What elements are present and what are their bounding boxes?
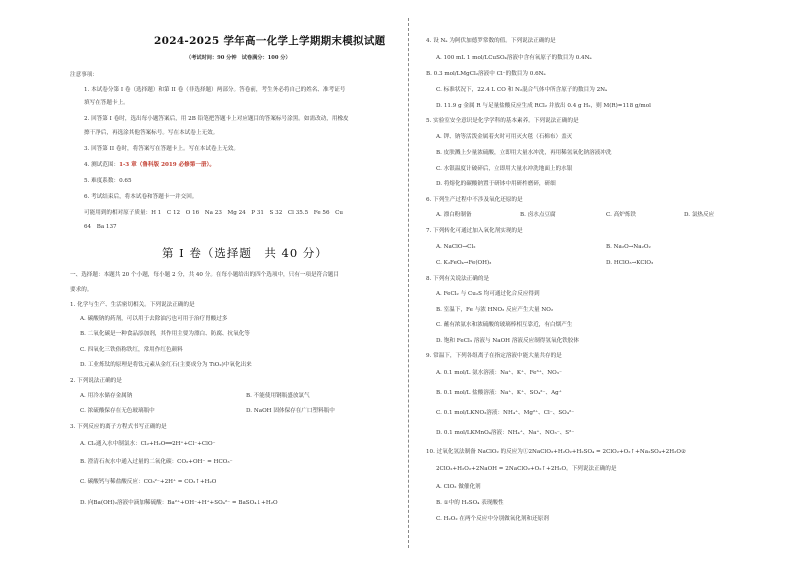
notes-header: 注意事项： bbox=[70, 72, 98, 78]
question-option: A. 钾、钠等活泼金属着火时可用灭火毯（石棉布）盖灭 bbox=[436, 134, 573, 140]
question-option: A. 100 mL 1 mol/LCuSO₄溶液中含有氧原子的数目为 0.4Nₐ bbox=[436, 55, 592, 61]
question-option: C. 水银温度计破碎后，立即用大量水冲洗地面上的水银 bbox=[436, 166, 573, 172]
question-stem: 9. 常温下，下列各组离子在指定溶液中能大量共存的是 bbox=[426, 353, 562, 359]
question-option: B. 皮肤溅上少量浓硫酸，立即用大量水冲洗，再用稀氢氧化钠溶液冲洗 bbox=[436, 150, 612, 156]
question-option: B. 澄清石灰水中通入过量的二氧化碳：CO₂+OH⁻ = HCO₃⁻ bbox=[80, 459, 233, 465]
question-option: D. 0.1 mol/LKMnO₄溶液：NH₄⁺、Na⁺、NO₃⁻、S²⁻ bbox=[436, 430, 575, 436]
atomic-mass-line: 可能用到的相对原子质量：H 1 C 12 O 16 Na 23 Mg 24 P 31 S 32 Cl 35.5 Fe 56 Cu bbox=[84, 210, 344, 216]
question-option: B. 二氧化碳是一种食品添加剂，其作用主要为漂白、防腐、抗氧化等 bbox=[80, 331, 250, 337]
question-option: B. 0.1 mol/L 盐酸溶液：Na⁺、K⁺、SO₄²⁻、Ag⁺ bbox=[436, 390, 562, 396]
question-option: D. 饱和 FeCl₃ 溶液与 NaOH 溶液反应制得氢氧化铁胶体 bbox=[436, 338, 579, 344]
question-stem: 3. 下列反应的离子方程式书写正确的是 bbox=[70, 424, 167, 430]
atomic-mass-line: 64 Ba 137 bbox=[84, 224, 117, 230]
question-option: C. K₂FeO₄→Fe(OH)₃ bbox=[436, 260, 492, 266]
column-divider bbox=[408, 18, 409, 548]
question-option: B. 0.3 mol/LMgCl₂溶液中 Cl⁻的数目为 0.6Nₐ bbox=[426, 71, 546, 77]
section-intro: 要求的。 bbox=[70, 287, 93, 293]
question-option: A. 碳酸钠的药剂，可以用于去除油污也可用于治疗胃酸过多 bbox=[80, 316, 228, 322]
question-option: D. 氯热反应 bbox=[684, 212, 715, 218]
question-option: C. 标准状况下，22.4 L CO 和 N₂混合气体中所含原子的数目为 2Nₐ bbox=[436, 87, 608, 93]
scope-label: 4. 测试范围： bbox=[84, 162, 120, 168]
question-option: A. 用冷水储存金属钠 bbox=[80, 393, 133, 399]
note-line: 3. 回答第 II 卷时，将答案写在答题卡上。写在本试卷上无效。 bbox=[84, 146, 239, 152]
note-line: 擦干净后，再选涂其他答案标号。写在本试卷上无效。 bbox=[84, 130, 219, 136]
question-option: D. 11.9 g 金属 R 与足量盐酸反应生成 RCl₂ 并放出 0.4 g H₂，则 M(R)=118 g/mol bbox=[436, 103, 651, 109]
question-stem: 7. 下列转化可通过加入氧化剂实现的是 bbox=[426, 228, 523, 234]
question-option: B. 室温下，Fe 与浓 HNO₃ 反应产生大量 NO₂ bbox=[436, 307, 554, 313]
note-line: 填写在答题卡上。 bbox=[84, 100, 129, 106]
question-option: D. NaOH 固体保存在广口塑料瓶中 bbox=[246, 408, 335, 414]
question-option: A. NaClO→Cl₂ bbox=[436, 244, 476, 250]
question-stem: 5. 实验室安全意识是化学学科的基本素养。下列说法正确的是 bbox=[426, 118, 579, 124]
question-option: C. 高炉炼铁 bbox=[606, 212, 637, 218]
question-option: C. 浓硫酸保存在无色玻璃瓶中 bbox=[80, 408, 155, 414]
question-stem: 4. 设 Nₐ 为阿伏加德罗常数的值。下列说法正确的是 bbox=[426, 38, 556, 44]
question-option: A. 0.1 mol/L 氨水溶液：Na⁺、K⁺、Fe³⁺、NO₃⁻ bbox=[436, 370, 562, 376]
note-line: 5. 难度系数：0.65 bbox=[84, 178, 132, 184]
question-option: D. 将熔化的碳酸钠置于研钵中用研杵磨碎，研细 bbox=[436, 181, 556, 187]
question-option: C. 0.1 mol/LKNO₃溶液：NH₄⁺、Mg²⁺、Cl⁻、SO₄²⁻ bbox=[436, 410, 575, 416]
question-stem-continued: 2ClO₂+H₂O₂+2NaOH = 2NaClO₂+O₂↑+2H₂O。下列说法正确的是 bbox=[436, 466, 617, 472]
note-line: 2. 回答第 I 卷时，选出每小题答案后，用 2B 铅笔把答题卡上对应题目的答案标号涂黑。如需改动，用橡皮 bbox=[84, 116, 349, 122]
note-line: 6. 考试结束后，将本试卷和答题卡一并交回。 bbox=[84, 194, 198, 200]
question-option: D. HClO₃→KClO₃ bbox=[606, 260, 654, 266]
section-title: 第 I 卷（选择题 共 40 分） bbox=[162, 246, 328, 260]
question-option: A. ClO₂ 做催化剂 bbox=[436, 484, 481, 490]
question-stem: 2. 下列说法正确的是 bbox=[70, 378, 122, 384]
question-option: B. 不能使用钢瓶盛放氯气 bbox=[246, 393, 310, 399]
question-stem: 6. 下列生产过程中不涉及氧化还原的是 bbox=[426, 197, 523, 203]
question-option: A. Cl₂通入水中制氯水：Cl₂+H₂O══2H⁺+Cl⁻+ClO⁻ bbox=[80, 441, 216, 447]
question-option: C. 碳酸钙与稀盐酸反应：CO₃²⁻+2H⁺ = CO₂↑+H₂O bbox=[80, 479, 217, 485]
question-stem: 8. 下列有关说法正确的是 bbox=[426, 276, 490, 282]
question-option: C. H₂O₂ 在两个反应中分别做氧化剂和还原剂 bbox=[436, 516, 549, 522]
question-stem: 10. 过氧化氢法制备 NaClO₂ 的反应为①2NaClO₃+H₂O₂+H₂SO₄ = 2ClO₂+O₂↑+Na₂SO₄+2H₂O② bbox=[426, 449, 686, 455]
question-option: C. 蘸有浓氨水和浓硫酸的玻璃棒相互靠近，有白烟产生 bbox=[436, 322, 573, 328]
exam-subtitle: （考试时间：90 分钟 试卷满分：100 分） bbox=[186, 55, 291, 61]
question-option: A. FeCl₂ 与 Cu₂S 均可通过化合反应得到 bbox=[436, 291, 540, 297]
section-intro: 一、选择题：本题共 20 个小题，每小题 2 分，共 40 分。在每小题给出的四个选项中，只有一项是符合题目 bbox=[70, 272, 339, 278]
question-option: A. 漂白粉制备 bbox=[436, 212, 472, 218]
exam-title: 2024-2025 学年高一化学上学期期末模拟试题 bbox=[154, 35, 386, 47]
question-option: D. 向Ba(OH)₂溶液中滴加稀硫酸：Ba²⁺+OH⁻+H⁺+SO₄²⁻ = BaSO₄↓+H₂O bbox=[80, 500, 278, 506]
scope-highlight: 1-3 章（鲁科版 2019 必修第一册）。 bbox=[119, 162, 215, 168]
note-line: 1. 本试卷分第 I 卷（选择题）和第 II 卷（非选择题）两部分。答卷前，考生务必将自己的姓名、准考证号 bbox=[84, 87, 346, 93]
question-option: B. 卤水点豆腐 bbox=[520, 212, 556, 218]
note-line bbox=[84, 162, 215, 169]
question-option: D. 工业炼钛的原理是将钛元素从金红石(主要成分为 TiO₂)中氧化出来 bbox=[80, 362, 252, 368]
question-stem: 1. 化学与生产、生活密切相关。下列说法正确的是 bbox=[70, 302, 195, 308]
question-option: C. 四氧化三铁俗称铁红，常用作红色颜料 bbox=[80, 347, 183, 353]
question-option: B. ①中的 H₂SO₄ 表现酸性 bbox=[436, 500, 504, 506]
question-option: B. Na₂O→Na₂O₂ bbox=[606, 244, 651, 250]
